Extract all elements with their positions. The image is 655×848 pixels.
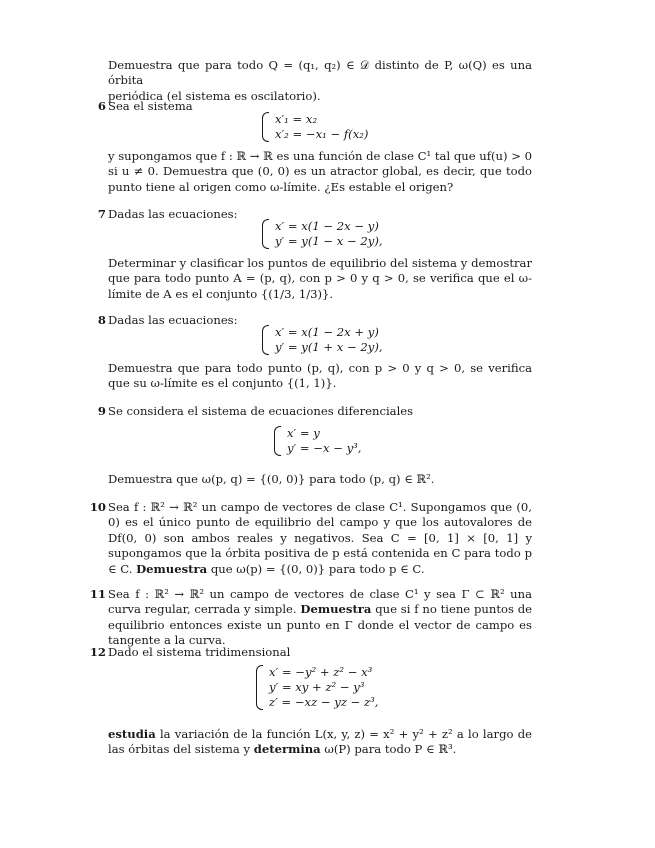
problem-8-number: 8 — [97, 313, 106, 327]
problem-11-goal: que si f no tiene puntos de equilibrio entonces existe un punto en Γ donde el vector de campo es tangente a la curva. — [108, 602, 533, 648]
equation-line: x′ = x(1 − 2x + y) — [275, 325, 379, 339]
problem-12-number: 12 — [89, 645, 106, 659]
problem-11-demuestra: Demuestra — [300, 602, 372, 617]
equation-line: x′ = y — [287, 426, 320, 440]
equation-line: y′ = −x − y³, — [287, 441, 362, 455]
problem-7-system — [262, 219, 383, 249]
problem-10-statement: Sea f : ℝ² → ℝ² un campo de vectores de clase C¹. Supongamos que (0, 0) es el único punto de equilibrio del campo y que los autovalores de Df(0, 0) son ambos reales y negativos. Sea C = [0, 1] × [0, 1] y supongamos que la órbita positiva de p está contenida en C para todo p ∈ C. — [108, 500, 532, 576]
problem-12-goal: ω(P) para todo P ∈ ℝ³. — [324, 742, 457, 757]
equation-line: x′₁ = x₂ — [275, 112, 318, 126]
problem-12-statement: la variación de la función L(x, y, z) = x² + y² + z² a lo largo de las órbitas del sistema y — [108, 727, 532, 757]
problem-9-number: 9 — [97, 404, 106, 418]
system-brace — [262, 219, 269, 249]
problem-7-text: Determinar y clasificar los puntos de equilibrio del sistema y demostrar que para todo punto A = (p, q), con p > 0 y q > 0, se verifica que el ω-límite de A es el conjunto {(1/3, 1/3)}. — [108, 256, 532, 301]
equation-line: x′₂ = −x₁ − f(x₂) — [275, 127, 369, 141]
intro-line-1: Demuestra que para todo Q = (q₁, q₂) ∈ 𝒟 distinto de P, ω(Q) es una órbita — [108, 58, 532, 88]
system-brace — [262, 325, 269, 355]
equation-line: z′ = −xz − yz − z³, — [269, 695, 379, 709]
problem-12-text — [108, 727, 532, 758]
problem-11-number: 11 — [89, 587, 106, 601]
problem-12-lead: Dado el sistema tridimensional — [108, 645, 291, 659]
equation-line: x′ = −y² + z² − x³ — [269, 665, 373, 679]
equation-line: y′ = y(1 + x − 2y), — [275, 340, 383, 354]
problem-11-statement: Sea f : ℝ² → ℝ² un campo de vectores de clase C¹ y sea Γ ⊂ ℝ² una curva regular, cerrada y simple. — [108, 587, 532, 617]
problem-12-determina: determina — [253, 742, 321, 757]
problem-12-estudia: estudia — [108, 727, 156, 741]
problem-9-text: Demuestra que ω(p, q) = {(0, 0)} para todo (p, q) ∈ ℝ². — [108, 472, 435, 486]
problem-8-system — [262, 325, 383, 355]
intro-paragraph — [108, 58, 532, 104]
problem-6-text: y supongamos que f : ℝ → ℝ es una función de clase C¹ tal que uf(u) > 0 si u ≠ 0. Demuestra que (0, 0) es un atractor global, es decir, que todo punto tiene al origen como ω-límite. ¿Es estable el origen? — [108, 149, 533, 194]
system-brace — [262, 112, 269, 142]
equation-line: x′ = x(1 − 2x − y) — [275, 219, 379, 233]
equation-line: y′ = y(1 − x − 2y), — [275, 234, 383, 248]
problem-6-number: 6 — [97, 99, 106, 113]
problem-7-number: 7 — [97, 207, 106, 221]
system-brace — [256, 665, 263, 710]
problem-10-demuestra: Demuestra — [136, 561, 208, 576]
problem-8-text: Demuestra que para todo punto (p, q), con p > 0 y q > 0, se verifica que su ω-límite es el conjunto {(1, 1)}. — [108, 361, 532, 391]
problem-10-goal: que ω(p) = {(0, 0)} para todo p ∈ C. — [210, 561, 425, 576]
problem-10-number: 10 — [89, 500, 106, 514]
problem-10-text — [108, 500, 532, 577]
problem-12-system — [256, 665, 378, 710]
equation-line: y′ = xy + z² − y³ — [269, 680, 365, 694]
problem-6-system — [262, 112, 368, 142]
system-brace — [274, 426, 281, 456]
problem-7-lead: Dadas las ecuaciones: — [108, 207, 238, 221]
problem-11-text — [108, 587, 532, 649]
problem-8-lead: Dadas las ecuaciones: — [108, 313, 238, 327]
intro-line-2: periódica (el sistema es oscilatorio). — [108, 88, 321, 103]
problem-9-system — [274, 426, 362, 456]
problem-9-lead: Se considera el sistema de ecuaciones diferenciales — [108, 404, 414, 418]
problem-6-lead: Sea el sistema — [108, 99, 193, 113]
